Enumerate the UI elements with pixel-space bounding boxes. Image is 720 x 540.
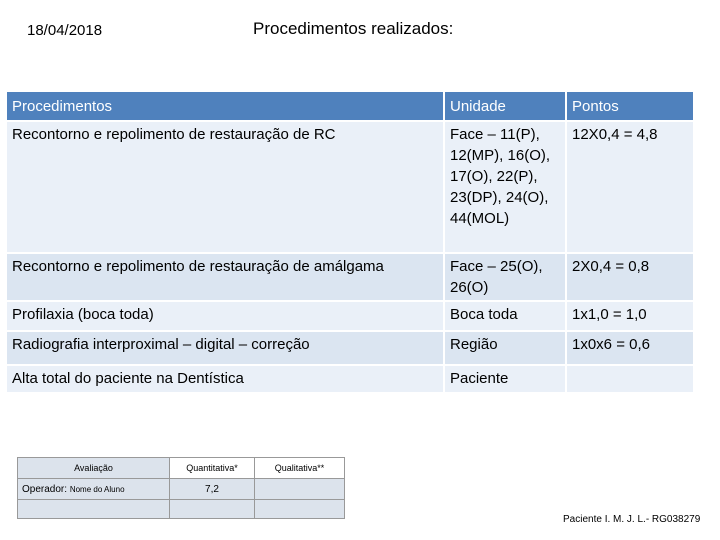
cell-unidade: Boca toda xyxy=(444,301,566,331)
patient-footer: Paciente I. M. J. L.- RG038279 xyxy=(563,514,701,525)
table-header-row xyxy=(7,92,693,121)
cell-pontos: 1x1,0 = 1,0 xyxy=(566,301,693,331)
blank-cell xyxy=(170,500,255,519)
cell-unidade: Face – 11(P), 12(MP), 16(O), 17(O), 22(P), 23(DP), 24(O), 44(MOL) xyxy=(444,121,566,253)
operator-label: Operador: xyxy=(22,483,68,495)
table-row xyxy=(7,301,693,331)
cell-pontos: 1x0x6 = 0,6 xyxy=(566,331,693,365)
cell-pontos: 2X0,4 = 0,8 xyxy=(566,253,693,301)
blank-cell xyxy=(18,500,170,519)
cell-pontos xyxy=(566,365,693,392)
quantitative-header: Quantitativa* xyxy=(170,458,255,479)
header-pontos: Pontos xyxy=(566,92,693,121)
evaluation-row xyxy=(18,479,345,500)
cell-unidade: Face – 25(O), 26(O) xyxy=(444,253,566,301)
operator-name: Nome do Aluno xyxy=(69,484,125,494)
header-unidade: Unidade xyxy=(444,92,566,121)
cell-unidade: Região xyxy=(444,331,566,365)
date: 18/04/2018 xyxy=(27,22,103,39)
operator-cell xyxy=(18,479,170,500)
cell-procedimento: Alta total do paciente na Dentística xyxy=(7,365,444,392)
table-row xyxy=(7,121,693,253)
evaluation-table xyxy=(17,457,345,519)
qualitative-grade xyxy=(255,479,345,500)
cell-procedimento: Radiografia interproximal – digital – correção xyxy=(7,331,444,365)
table-row xyxy=(7,253,693,301)
header-procedimentos: Procedimentos xyxy=(7,92,444,121)
evaluation-header-row xyxy=(18,458,345,479)
cell-procedimento: Recontorno e repolimento de restauração de RC xyxy=(7,121,444,253)
cell-pontos: 12X0,4 = 4,8 xyxy=(566,121,693,253)
cell-procedimento: Recontorno e repolimento de restauração de amálgama xyxy=(7,253,444,301)
quantitative-grade: 7,2 xyxy=(170,479,255,500)
table-row xyxy=(7,331,693,365)
evaluation-blank-row xyxy=(18,500,345,519)
evaluation-label: Avaliação xyxy=(18,458,170,479)
cell-procedimento: Profilaxia (boca toda) xyxy=(7,301,444,331)
table-row xyxy=(7,365,693,392)
cell-unidade: Paciente xyxy=(444,365,566,392)
procedures-table xyxy=(7,92,693,392)
blank-cell xyxy=(255,500,345,519)
page-title: Procedimentos realizados: xyxy=(253,19,454,38)
qualitative-header: Qualitativa** xyxy=(255,458,345,479)
